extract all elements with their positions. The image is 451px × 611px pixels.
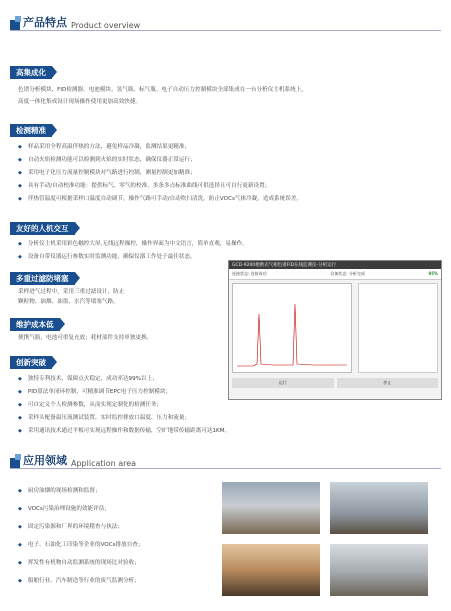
bullet-icon: ◆ [18, 183, 22, 189]
bullet-icon: ◆ [18, 415, 22, 421]
list-item: ◆ VOCs污染治理设施的效能评估； [18, 506, 110, 512]
bullet-icon: ◆ [18, 488, 22, 494]
device-status: 设备状态: 分析完成 [330, 271, 365, 276]
bullet-icon: ◆ [18, 170, 22, 176]
bullet-icon: ◆ [18, 402, 22, 408]
list-item: ◆ 厨房油烟的现场检测和监督； [18, 488, 101, 494]
list-item: ◆ 具有手动/自动校准功能：提供标气、零气的校准，多条多点标准曲线可供选择且可自行更新设置； [18, 183, 271, 189]
divider [10, 30, 441, 31]
section-header [10, 14, 140, 30]
list-item: ◆ 船舶行业、汽车制造等行业的废气监测分析； [18, 578, 140, 584]
app-title-en: Application area [71, 459, 137, 468]
list-item: ◆ 伴热管温度可根据采样口温度自动调节，操作气路可手动/自动吹扫清洗，防止VOCs气体冷凝，造成系统误差。 [18, 196, 303, 202]
page-title: 产品特点 [23, 16, 67, 29]
list-item: ◆ 自动火焰检测功能可以检测到火焰的实时状态，确保仪器正常运行； [18, 157, 196, 163]
chromatogram-plot [232, 283, 352, 373]
bullet-icon: ◆ [18, 578, 22, 584]
tag-s5: 维护成本低 [10, 318, 60, 331]
list-item: ◆ 挥发性有机物自动监测系统的现场比对验收； [18, 560, 140, 566]
s4-text-2: 颗粒物、油烟、油墨、水汽等堵塞气路。 [18, 299, 119, 305]
parameter-panel [358, 283, 438, 373]
tag-s2: 检测精准 [10, 124, 52, 137]
list-item: ◆ 采用电子化压力流量控制模块对气路进行控制，测量控制更加精准； [18, 170, 196, 176]
tag-s6: 创新突破 [10, 356, 52, 369]
tag-s1: 高集成化 [10, 66, 52, 79]
header-square-icon [10, 458, 20, 468]
list-item: ◆ 分析仪主机采用彩色触控大屏,无线远程操控，操作界面为中文语言，简单直观，易操作。 [18, 241, 248, 247]
industrial-photo-3 [222, 544, 320, 596]
s1-text-2: 高度一体化集成设计现场操作使用更加高效快捷。 [18, 99, 142, 105]
battery-level: 95% [428, 271, 438, 276]
s4-text-1: 采样进气过程中，采用三重过滤设计，防止 [18, 289, 125, 295]
section-header [10, 452, 136, 468]
header-square-icon [10, 20, 20, 30]
list-item: ◆ 电子、石油化工印染等企业的VOCs排放自查； [18, 542, 144, 548]
industrial-photo-2 [330, 482, 428, 534]
bullet-icon: ◆ [18, 560, 22, 566]
list-item: ◆ 可自定义个人检测参数，从而实现定制化的检测任务； [18, 402, 163, 408]
page-title-en: Product overview [71, 21, 141, 30]
screen-title-bar: GCD-9200便携式气相色谱FID在线监测仪-分析运行 [229, 261, 441, 269]
bullet-icon: ◆ [18, 542, 22, 548]
list-item: ◆ 样品采用全程高温伴热的方法，避免样品冷凝，监测结果更精准； [18, 144, 191, 150]
bullet-icon: ◆ [18, 524, 22, 530]
bullet-icon: ◆ [18, 254, 22, 260]
bullet-icon: ◆ [18, 157, 22, 163]
list-item: ◆ 独特专利技术，保障点火稳定，成功率达99%以上； [18, 376, 158, 382]
s5-text: 便携气瓶，电池可重复充放；耗材部件支持单独更换。 [18, 335, 153, 341]
bullet-icon: ◆ [18, 389, 22, 395]
run-button[interactable]: 运行 [232, 378, 334, 388]
bullet-icon: ◆ [18, 241, 22, 247]
list-item: ◆ 设备自带仪器运行参数实时监测功能，确保仪器工作处于最佳状态。 [18, 254, 196, 260]
divider [10, 468, 441, 469]
stop-button[interactable]: 停止 [337, 378, 439, 388]
list-item: ◆ 采样头配备温压流测试装置，实时监控排放口温度、压力和流量； [18, 415, 191, 421]
bullet-icon: ◆ [18, 506, 22, 512]
bullet-icon: ◆ [18, 144, 22, 150]
chromatogram-trace [233, 284, 351, 372]
list-item: ◆ PID算法单闭环控制，可精准调节EPC电子压力控制模块； [18, 389, 172, 395]
tag-s4: 多重过滤防堵塞 [10, 272, 75, 285]
industrial-photo-1 [222, 482, 320, 534]
industrial-photo-4 [330, 544, 428, 596]
bullet-icon: ◆ [18, 196, 22, 202]
list-item: ◆ 固定污染源和厂界的环境稽查与执法； [18, 524, 123, 530]
device-screen [228, 260, 442, 400]
connection-status: 连接状态: 连接成功 [232, 271, 267, 276]
bullet-icon: ◆ [18, 428, 22, 434]
bullet-icon: ◆ [18, 376, 22, 382]
app-title: 应用领域 [23, 454, 67, 467]
list-item: ◆ 采用通讯技术通过平板可实现远程操作和数据传输，空旷地带传输距离可达1KM。 [18, 428, 231, 434]
tag-s3: 友好的人机交互 [10, 222, 75, 235]
s1-text-1: 色谱分析模块、FID检测器、电池模块、氢气瓶、标气瓶、电子自动压力控制模块全部集成在一台分析仪主机系统上， [18, 87, 307, 93]
